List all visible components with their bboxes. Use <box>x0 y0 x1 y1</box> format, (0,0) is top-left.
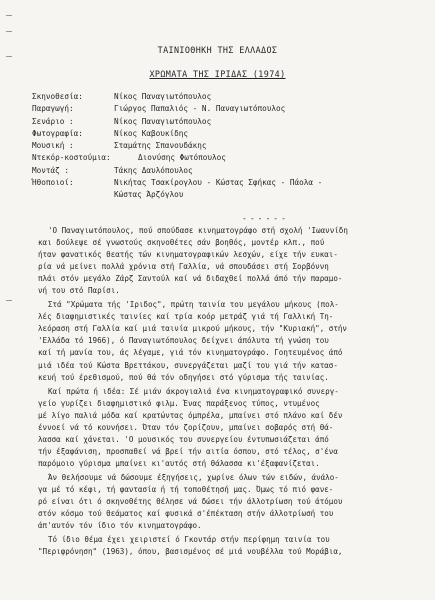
credit-row <box>32 91 422 103</box>
text-line: μέ λίγο παλιά μόδα καί κρατώντας όμπρέλα, μπαίνει στό πλάνο καί δέν <box>38 410 343 420</box>
credit-role: Σκηνοθεσία: <box>32 92 83 101</box>
scan-mark <box>6 15 12 16</box>
credit-row <box>32 152 422 164</box>
credits-list <box>32 91 422 201</box>
scan-mark <box>6 300 12 301</box>
text-line: γείο γυρίζει διαφημιστικό φιλμ. Ένας παράξενος τύπος, ντυμένος <box>38 398 320 408</box>
text-line: άπ'αυτόν τόν ίδιο τόν κινηματογράφο. <box>38 521 202 531</box>
section-separator: ------ <box>242 214 289 223</box>
credit-value: Διονύσης Φωτόπουλος <box>138 153 226 163</box>
text-line: Καί πρώτα ή ιδέα: Σέ μιάν άκρογιαλιά ένα κινηματογραφικό συνεργ- <box>48 386 339 396</box>
credit-row <box>32 189 422 201</box>
text-line: λασσα καί χάνεται. 'Ο μουσικός του συνεργείου έντυπωσιάζεται άπό <box>38 434 329 444</box>
text-line: κευή τού έρεθισμού, πού θά τόν οδηγήσει στό γύρισμα τής ταινίας. <box>38 372 329 382</box>
credit-role: Σενάριο : <box>32 116 74 126</box>
credit-value: Νίκος Παναγιωτόπουλος <box>114 92 212 101</box>
credit-value: Κώστας Άρζόγλου <box>114 190 184 199</box>
credit-value: Νικήτας Τσακίρογλου - Κώστας Σφήκας - Πάολα - <box>114 177 323 187</box>
credit-row <box>32 116 422 128</box>
scan-mark <box>6 56 12 57</box>
text-line: γα μέ τό κέφι, τή φαντασία ή τή τοποθέτησή μας. Όμως τό πιό φανε- <box>38 484 334 494</box>
credit-value: Νίκος Παναγιωτόπουλος <box>114 116 212 126</box>
text-line: "Περιφρόνηση" (1963), όπου, βασισμένος σέ μιά νουβέλλα τού Μοράβια, <box>38 547 343 557</box>
text-line: πλάι στόν μεγάλο Ζάρζ Σαντούλ καί νά διδαχθεί πολλά άπό τήν παραμο- <box>38 274 343 284</box>
credit-value: Σταμάτης Σπανουδάκης <box>114 141 207 150</box>
text-line: λές διαφημιστικές ταινίες καί τρία κοόρ μετράζ γιά τή Γαλλική Τη- <box>38 312 334 322</box>
text-line: τήν έξαφάνιση, προσπαθεί νά βρεί τήν αιτία όσπου, στό τέλος, σ'ένα <box>38 446 338 456</box>
text-line: και δούλεψε σέ γνωστούς σκηνοθέτες σάν βοηθός, μοντέρ κλπ., πού <box>38 238 325 248</box>
text-line: ήταν φανατικός θεατής τών κινηματογραφικών λεσχών, είχε τήν ευκαι- <box>38 250 338 260</box>
text-line: Τό ίδιο θέμα έχει χειριστεί ό Γκοντάρ στήν περίφημη ταινία του <box>48 535 330 545</box>
article-body <box>38 225 424 558</box>
credit-role: Μουσική : <box>32 141 74 150</box>
credit-value: Γιώργος Παπαλιός - Ν. Παναγιωτόπουλος <box>114 104 286 114</box>
credit-role: Ήθοποιοί: <box>32 177 74 187</box>
credit-role: Ντεκόρ-κοστούμια: <box>32 153 111 163</box>
text-line: καί τή μανία του, άς λέγαμε, γιά τόν κινηματογράφο. Γοητευμένος άπό <box>38 348 343 358</box>
credit-value: Τάκης Δαυλόπουλος <box>114 165 193 175</box>
credit-value: Νίκος Καβουκίδης <box>114 128 189 138</box>
archive-heading: ΤΑΙΝΙΟΘΗΚΗ ΤΗΣ ΕΛΛΑΔΟΣ <box>157 45 278 55</box>
credit-row <box>32 177 422 189</box>
text-line: Στά "Χρώματα τής 'Ιριδος", πρώτη ταινία του μεγάλου μήκους (πολ- <box>48 300 339 310</box>
credit-row <box>32 128 422 140</box>
credit-row <box>32 165 422 177</box>
text-line: ρό είναι ότι ό σκηνοθέτης θέλησε νά δώσει τήν άλλοτρίωση τού άτόμου <box>38 497 343 507</box>
credit-row <box>32 140 422 152</box>
text-line: 'Ο Παναγιωτόπουλος, πού σπούδασε κινηματογράφο στή σχολή 'Ιωαννίδη <box>48 226 348 235</box>
text-line: Άν θελήσουμε νά δώσουμε έξηγήσεις, χωρίνε όλων τών ειδών, άνάλο- <box>48 472 339 482</box>
text-line: παρόμοιο γύρισμα μπαίνει κι'αυτός στή θάλασσα κι'έξαφανίζεται. <box>38 458 320 468</box>
text-line: λεόραση στή Γαλλία καί μιά ταινία μικρού μήκους, τήν "Κυριακή", στήν <box>38 324 347 334</box>
text-line: μιά ιδέα τού Κώστα Βρεττάκου, συνεργάζεται μαζί του γιά τήν κατασ- <box>38 360 338 370</box>
text-line: 'Ελλάδα τό 1966), ό Παναγιωτόπουλος δείχνει άπόλυτα τή γνώση του <box>38 336 329 346</box>
credit-role: Φωτογραφία: <box>32 128 83 138</box>
text-line: ρία νά μείνει πολλά χρόνια στή Γαλλία, νά σπουδάσει στή Σορβόννη <box>38 262 329 272</box>
credit-role: Παραγωγή: <box>32 104 74 114</box>
film-title: ΧΡΩΜΑΤΑ ΤΗΣ ΙΡΙΔΑΣ (1974) <box>149 69 286 79</box>
text-line: νή του στό Παρίσι. <box>38 286 120 296</box>
text-line: στόν κόσμο τού θεάματος καί φυσικά σ'έπέκταση στήν άλλοτρίωσή του <box>38 509 334 519</box>
credit-role: Μοντάζ : <box>32 165 70 175</box>
scan-mark <box>6 31 12 32</box>
credit-row <box>32 103 422 115</box>
text-line: έννοεί νά τό κουνήσει. Όταν τόν ζορίζουν, μπαίνει σοβαρός στή θά- <box>38 422 334 432</box>
